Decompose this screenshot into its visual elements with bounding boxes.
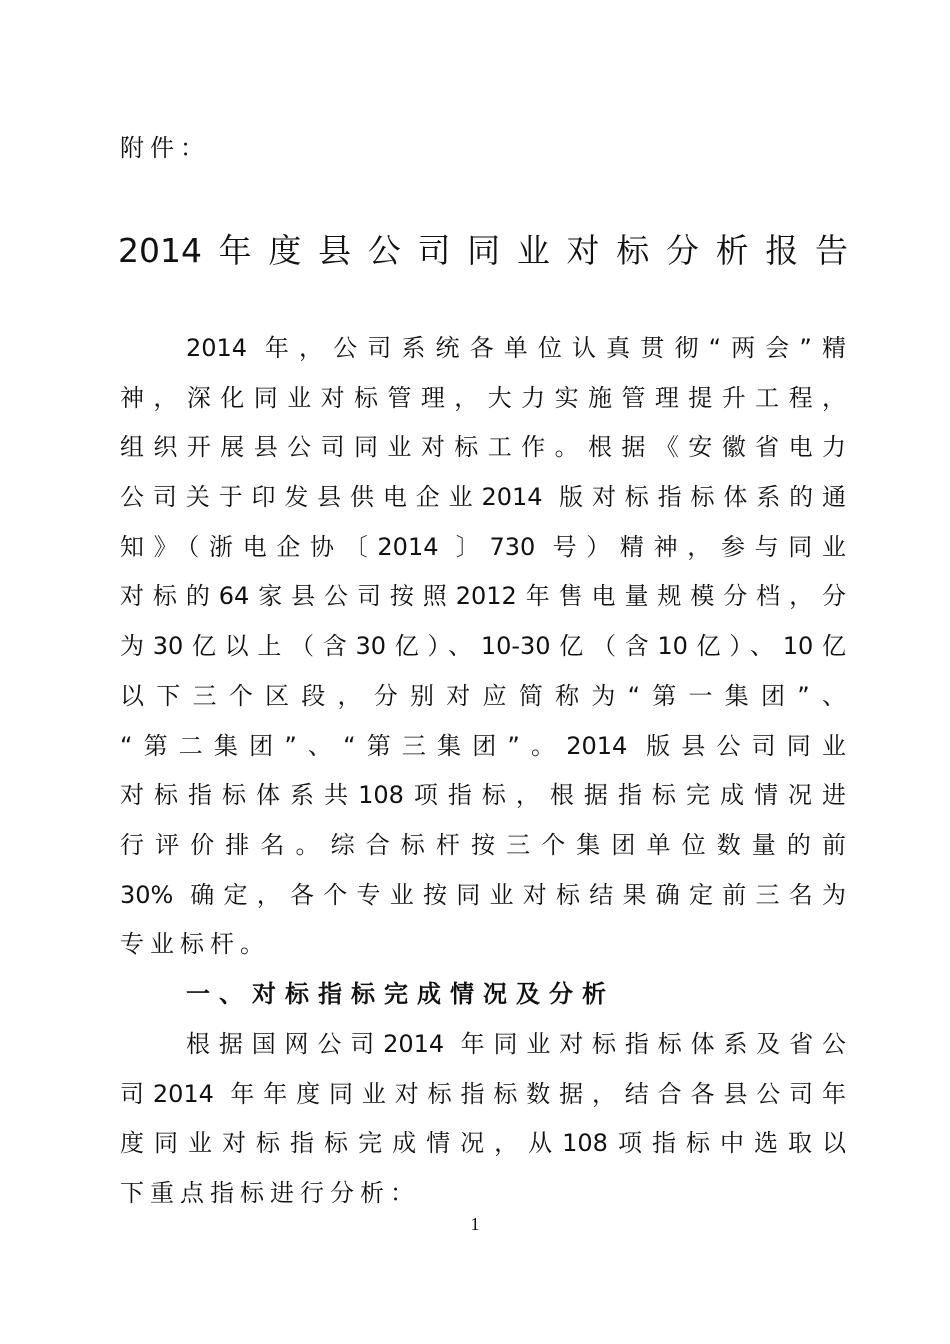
paragraph-line: 公司关于印发县供电企业2014 版对标指标体系的通 xyxy=(120,483,846,512)
paragraph-line: 司2014 年年度同业对标指标数据，结合各县公司年 xyxy=(120,1079,846,1108)
paragraph-line: 神，深化同业对标管理，大力实施管理提升工程， xyxy=(120,383,846,412)
attachment-label: 附件： xyxy=(120,134,210,162)
analysis-paragraph xyxy=(120,1020,846,1219)
paragraph-line: 组织开展县公司同业对标工作。根据《安徽省电力 xyxy=(120,433,846,462)
paragraph-line: 根据国网公司2014 年同业对标指标体系及省公 xyxy=(186,1030,846,1058)
paragraph-line: 为30亿以上（含30亿）、10-30亿（含10亿）、10亿 xyxy=(120,632,846,661)
paragraph-line: 2014 年，公司系统各单位认真贯彻“两会”精 xyxy=(186,334,846,362)
paragraph-line: 下重点指标进行分析： xyxy=(120,1179,420,1208)
section-heading: 一、对标指标完成情况及分析 xyxy=(186,980,615,1008)
document-title: 2014年度县公司同业对标分析报告 xyxy=(118,231,848,270)
paragraph-line: 知》（浙电企协〔2014 〕730 号）精神，参与同业 xyxy=(120,532,846,561)
paragraph-line: “第二集团”、“第三集团”。2014 版县公司同业 xyxy=(120,731,846,760)
page-number: 1 xyxy=(470,1214,480,1234)
paragraph-line: 对标指标体系共108项指标，根据指标完成情况进 xyxy=(120,781,846,810)
paragraph-line: 以下三个区段，分别对应简称为“第一集团”、 xyxy=(120,681,846,710)
paragraph-line: 对标的64家县公司按照2012年售电量规模分档，分 xyxy=(120,582,846,611)
paragraph-line: 行评价排名。综合标杆按三个集团单位数量的前 xyxy=(120,830,846,859)
paragraph-line: 专业标杆。 xyxy=(120,930,270,959)
paragraph-line: 度同业对标指标完成情况，从108项指标中选取以 xyxy=(120,1129,846,1158)
intro-paragraph xyxy=(120,324,846,970)
paragraph-line: 30% 确定，各个专业按同业对标结果确定前三名为 xyxy=(120,880,846,909)
